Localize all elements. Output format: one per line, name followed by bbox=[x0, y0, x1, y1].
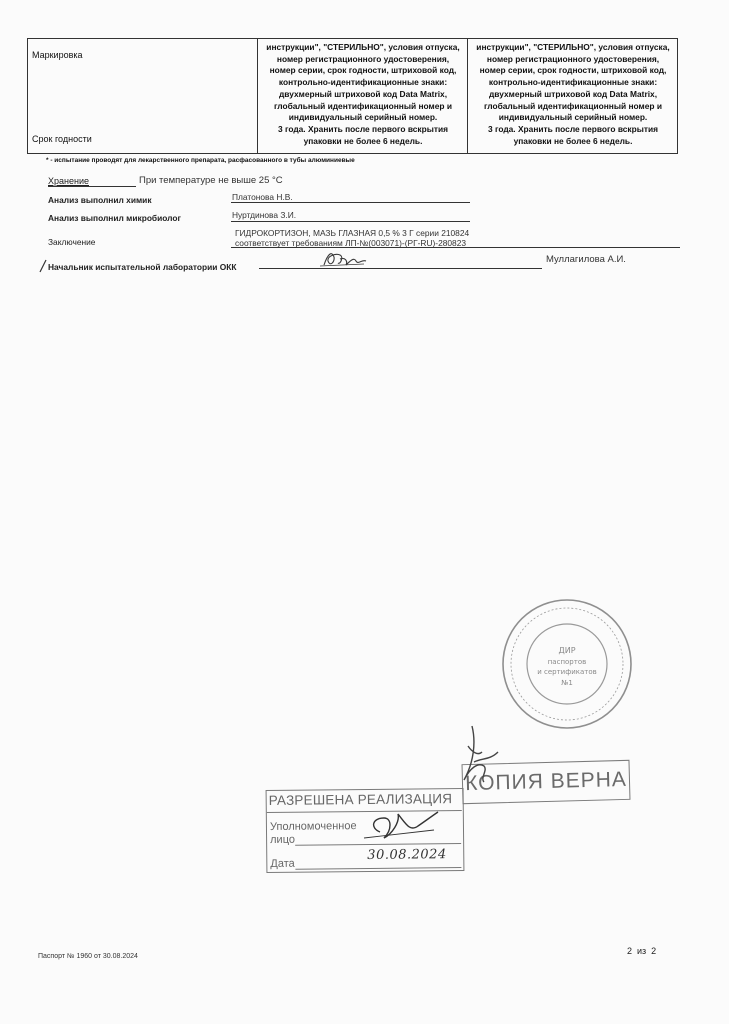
col2-line: инструкции", "СТЕРИЛЬНО", условия отпуска, bbox=[476, 42, 670, 52]
conclusion-line-1: ГИДРОКОРТИЗОН, МАЗЬ ГЛАЗНАЯ 0,5 % 3 Г серии 210824 bbox=[235, 228, 470, 238]
date-value: 30.08.2024 bbox=[367, 847, 447, 863]
col1-line: глобальный идентификационный номер и bbox=[273, 100, 452, 111]
col1-line: упаковки не более 6 недель. bbox=[303, 135, 423, 146]
col1-line: двухмерный штриховой код Data Matrix, bbox=[278, 88, 448, 99]
page-number: 2 из 2 bbox=[627, 946, 657, 956]
storage-underline bbox=[48, 186, 136, 187]
footnote: * - испытание проводят для лекарственного препарата, расфасованного в тубы алюминиевые bbox=[46, 157, 355, 164]
chemist-label: Анализ выполнил химик bbox=[48, 195, 152, 205]
copy-signature-icon bbox=[454, 722, 502, 790]
col1-line: индивидуальный серийный номер. bbox=[288, 112, 438, 123]
storage-label: Хранение bbox=[48, 176, 89, 186]
head-label: Начальник испытательной лаборатории ОКК bbox=[48, 262, 237, 272]
storage-value: При температуре не выше 25 °С bbox=[139, 175, 283, 186]
round-seal-icon bbox=[500, 597, 634, 731]
authorized-label-1: Уполномоченное bbox=[269, 820, 357, 833]
col2-line: индивидуальный серийный номер. bbox=[498, 112, 648, 123]
col1-line: номер серии, срок годности, штриховой код, bbox=[269, 65, 457, 76]
table-divider-2 bbox=[467, 39, 468, 153]
svg-text:паспортов: паспортов bbox=[547, 658, 587, 666]
svg-text:№1: №1 bbox=[561, 679, 573, 687]
head-name: Муллагилова А.И. bbox=[546, 254, 626, 265]
microbiologist-name: Нуртдинова З.И. bbox=[232, 210, 297, 220]
conclusion-label: Заключение bbox=[48, 237, 96, 247]
col2-line: контрольно-идентификационные знаки: bbox=[488, 77, 658, 88]
passport-footer: Паспорт № 1960 от 30.08.2024 bbox=[38, 953, 138, 960]
svg-text:ДИР: ДИР bbox=[558, 646, 576, 655]
col2-line: упаковки не более 6 недель. bbox=[513, 135, 633, 146]
col2-line: номер регистрационного удостоверения, bbox=[486, 53, 660, 64]
col1-line: инструкции", "СТЕРИЛЬНО", условия отпуска, bbox=[266, 42, 460, 52]
conclusion-underline bbox=[231, 247, 680, 248]
col2-line: 3 года. Хранить после первого вскрытия bbox=[487, 123, 659, 134]
conclusion-line-2: соответствует требованиям ЛП-№(003071)-(РГ-RU)-280823 bbox=[235, 238, 467, 248]
marking-label: Маркировка bbox=[32, 50, 83, 60]
col1-line: номер регистрационного удостоверения, bbox=[276, 53, 450, 64]
authorized-label-2: лицо bbox=[270, 833, 296, 846]
col2-line: глобальный идентификационный номер и bbox=[483, 100, 662, 111]
check-mark-icon bbox=[38, 259, 47, 273]
col1-line: 3 года. Хранить после первого вскрытия bbox=[277, 123, 449, 134]
date-label: Дата bbox=[270, 857, 295, 870]
col2-line: номер серии, срок годности, штриховой код, bbox=[479, 65, 667, 76]
col1-line: контрольно-идентификационные знаки: bbox=[278, 77, 448, 88]
head-signature-line bbox=[259, 268, 542, 269]
microbiologist-label: Анализ выполнил микробиолог bbox=[48, 213, 181, 223]
release-title: РАЗРЕШЕНА РЕАЛИЗАЦИЯ bbox=[268, 791, 453, 809]
microbiologist-underline bbox=[231, 221, 470, 222]
table-divider-1 bbox=[257, 39, 258, 153]
date-rule bbox=[295, 867, 461, 870]
svg-text:и сертификатов: и сертификатов bbox=[537, 668, 597, 676]
head-signature-icon bbox=[318, 247, 368, 271]
chemist-underline bbox=[231, 202, 470, 203]
table-column-2-text bbox=[469, 42, 677, 147]
shelf-life-label: Срок годности bbox=[32, 134, 92, 144]
col2-line: двухмерный штриховой код Data Matrix, bbox=[488, 88, 658, 99]
table-column-1-text bbox=[259, 42, 467, 147]
authorized-signature-icon bbox=[362, 808, 440, 848]
chemist-name: Платонова Н.В. bbox=[232, 192, 293, 202]
properties-table bbox=[27, 38, 678, 154]
copy-stamp: КОПИЯ ВЕРНА bbox=[462, 760, 631, 804]
